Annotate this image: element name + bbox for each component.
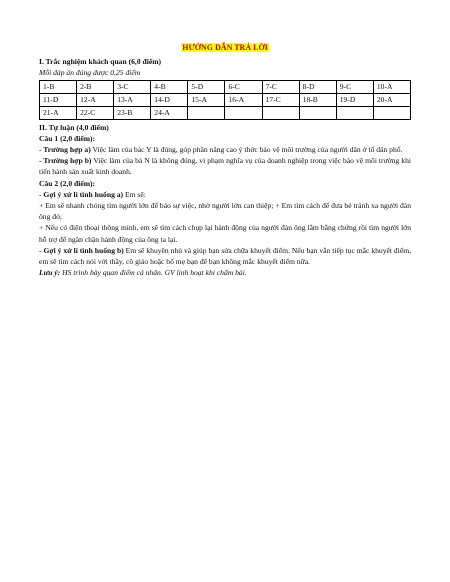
answer-cell: 17-C (262, 93, 299, 106)
answer-cell: 15-A (188, 93, 225, 106)
answer-cell: 22-C (77, 106, 114, 119)
answer-cell (299, 106, 336, 119)
q2-case-b-label: - Gợi ý xử lí tình huống b) (39, 245, 124, 255)
answer-cell: 21-A (40, 106, 77, 119)
answer-cell: 20-A (373, 93, 410, 106)
q1-case-a-text: Việc làm của bác Y là đúng, góp phần nâng cao ý thức bảo vệ môi trường của người dân ở tổ dân phố. (90, 145, 403, 155)
q1-heading: Câu 1 (2,0 điểm): (39, 133, 96, 143)
answer-cell: 18-B (299, 93, 336, 106)
footer-note (39, 267, 411, 278)
answer-cell (262, 106, 299, 119)
q2-case-a (39, 189, 411, 200)
part2-heading: II. Tự luận (4,0 điểm) (39, 122, 109, 132)
answer-row (40, 106, 411, 119)
q2-case-a-label: - Gợi ý xử lí tình huống a) (39, 189, 124, 199)
answer-cell: 12-A (77, 93, 114, 106)
answer-cell: 16-A (225, 93, 262, 106)
footer-note-text: HS trình bày quan điểm cá nhân. GV linh hoạt khi chấm bài. (60, 268, 247, 278)
answer-cell (225, 106, 262, 119)
part1-note: Mỗi đáp án đúng được 0,25 điểm (39, 68, 141, 78)
answer-cell: 13-A (114, 93, 151, 106)
q2-case-b-text: Em sẽ khuyên nhủ và giúp bạn sửa chữa khuyết điểm. Nếu bạn vẫn tiếp tục mắc khuyết điểm, em sẽ tìm cách nói với thầy, cô giáo hoặc bố mẹ bạn để bạn không mắc khuyết điểm nữa. (39, 245, 411, 267)
answer-cell (188, 106, 225, 119)
answer-row (40, 80, 411, 93)
answer-cell: 1-B (40, 80, 77, 93)
footer-note-label: Lưu ý: (39, 268, 61, 278)
part1-heading: I. Trắc nghiệm khách quan (6,0 điểm) (39, 57, 162, 67)
answer-cell: 9-C (336, 80, 373, 93)
answer-cell: 24-A (151, 106, 188, 119)
answer-cell: 11-D (40, 93, 77, 106)
answer-cell: 2-B (77, 80, 114, 93)
answer-cell: 23-B (114, 106, 151, 119)
answer-cell (373, 106, 410, 119)
answer-cell: 14-D (151, 93, 188, 106)
answer-table (39, 80, 411, 120)
q2-case-a-intro: Em sẽ: (123, 189, 146, 199)
answer-cell: 4-B (151, 80, 188, 93)
q1-case-a (39, 144, 411, 155)
answer-cell: 19-D (336, 93, 373, 106)
page-title: HƯỚNG DẪN TRẢ LỜI (182, 43, 268, 52)
q1-case-b-text: Việc làm của bà N là không đúng, vi phạm nghĩa vụ của doanh nghiệp trong việc bảo vệ môi trường khi tiến hành sản xuất kinh doanh. (39, 156, 411, 177)
q2-heading: Câu 2 (2,0 điểm): (39, 178, 96, 188)
q2-case-a-line2: + Nếu có điện thoại thông minh, em sẽ tìm cách chụp lại hành động của người đàn ông lằm bằng chứng rồi tìm người lớn hỗ trợ để ngăn chặn hành động của ông ta lại. (39, 223, 411, 244)
answer-cell: 8-D (299, 80, 336, 93)
q1-case-a-label: - Trường hợp a) (39, 145, 91, 155)
q1-case-b (39, 155, 411, 177)
answer-cell: 5-D (188, 80, 225, 93)
answer-cell: 7-C (262, 80, 299, 93)
answer-cell: 10-A (373, 80, 410, 93)
answer-cell (336, 106, 373, 119)
answer-cell: 3-C (114, 80, 151, 93)
answer-row (40, 93, 411, 106)
answer-guide (39, 42, 411, 278)
q2-case-a-line1: + Em sẽ nhanh chóng tìm người lớn để báo sự việc, nhờ người lớn can thiệp; + Em tìm cách để đưa bé tránh xa người đàn ông đó; (39, 201, 411, 222)
q2-case-b (39, 245, 411, 267)
q1-case-b-label: - Trường hợp b) (39, 156, 92, 166)
answer-cell: 6-C (225, 80, 262, 93)
